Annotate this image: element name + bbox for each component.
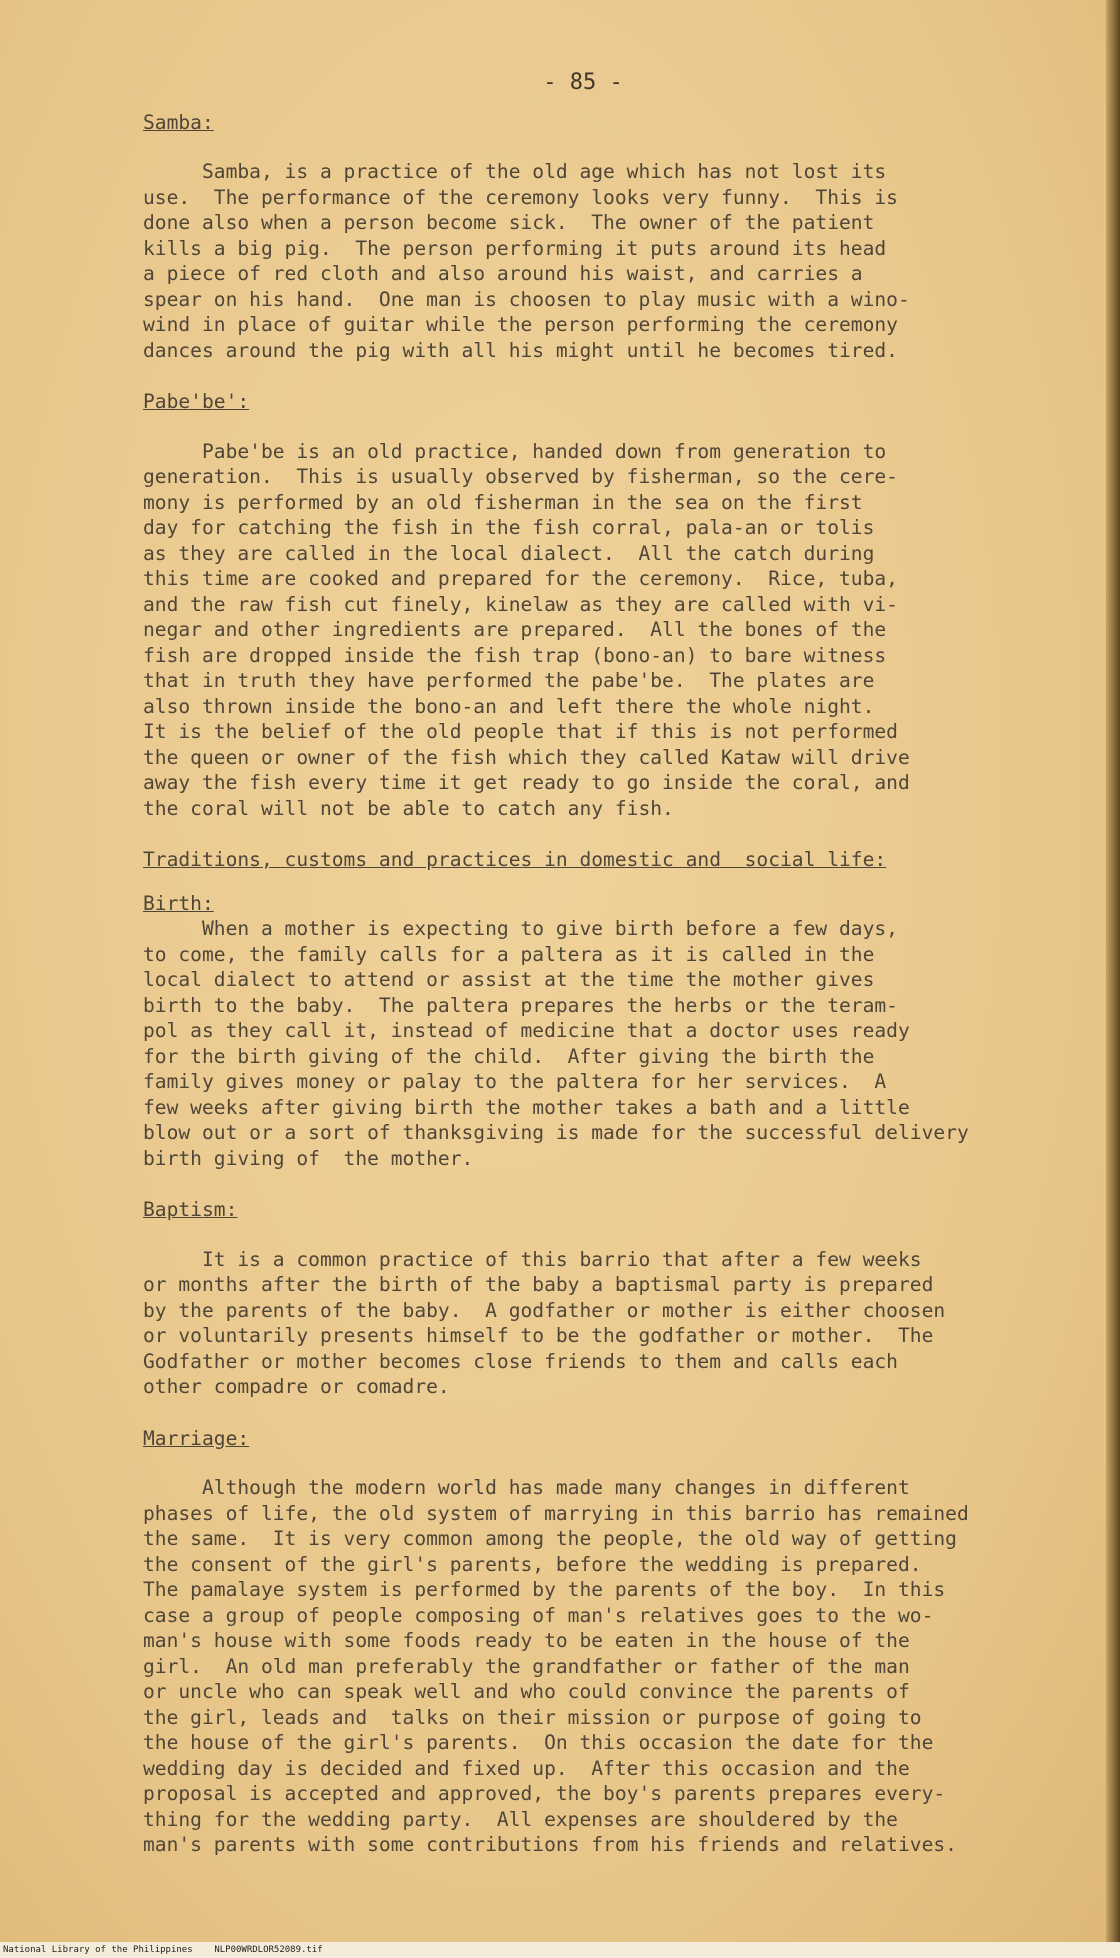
text-line: fish are dropped inside the fish trap (bono-an) to bare witness [143,643,887,667]
text-line: It is the belief of the old people that if this is not performed [143,720,898,743]
page-number: - 85 - [543,70,623,95]
section-heading: Birth: [143,891,214,915]
section-marriage [143,1426,1023,1858]
text-line: as they are called in the local dialect. All the catch during [143,541,875,565]
section-text [143,1247,1023,1400]
text-line: few weeks after giving birth the mother takes a bath and a little [143,1095,910,1119]
text-line: man's house with some foods ready to be eaten in the house of the [143,1629,910,1652]
text-line: pol as they call it, instead of medicine that a doctor uses ready [143,1019,910,1042]
text-line: local dialect to attend or assist at the time the mother gives [143,968,875,991]
text-line: and the raw fish cut finely, kinelaw as they are called with vi- [143,592,898,616]
text-line: Although the modern world has made many changes in different [143,1476,910,1499]
text-line: or months after the birth of the baby a baptismal party is prepared [143,1273,934,1296]
text-line: Samba, is a practice of the old age which has not lost its [143,160,887,183]
text-line: this time are cooked and prepared for the ceremony. Rice, tuba, [143,567,898,590]
text-line: day for catching the fish in the fish corral, pala-an or tolis [143,516,875,539]
text-line: girl. An old man preferably the grandfather or father of the man [143,1654,910,1678]
text-line: man's parents with some contributions from his friends and relatives. [143,1833,957,1856]
section-birth [143,891,1023,1172]
text-line: away the fish every time it get ready to go inside the coral, and [143,771,910,794]
text-line: other compadre or comadre. [143,1375,450,1398]
chapter-heading: Traditions, customs and practices in domestic and social life: [143,848,887,871]
text-line: the same. It is very common among the people, the old way of getting [143,1527,957,1550]
text-line: Godfather or mother becomes close friends to them and calls each [143,1349,898,1373]
text-line: spear on his hand. One man is choosen to play music with a wino- [143,287,910,311]
page-edge-shadow [1106,0,1120,1958]
text-line: kills a big pig. The person performing it puts around its head [143,236,887,260]
text-line: proposal is accepted and approved, the boy's parents prepares every- [143,1782,946,1805]
text-line: the girl, leads and talks on their mission or purpose of going to [143,1705,922,1729]
section-heading: Samba: [143,110,214,134]
text-line: by the parents of the baby. A godfather or mother is either choosen [143,1298,946,1322]
text-line: a piece of red cloth and also around his waist, and carries a [143,262,863,285]
text-line: the queen or owner of the fish which they called Kataw will drive [143,745,910,769]
text-line: It is a common practice of this barrio that after a few weeks [143,1247,922,1271]
section-text [143,1475,1023,1858]
text-line: also thrown inside the bono-an and left there the whole night. [143,694,875,718]
text-line: negar and other ingredients are prepared. All the bones of the [143,618,887,641]
text-line: blow out or a sort of thanksgiving is made for the successful delivery [143,1121,969,1144]
text-line: birth giving of the mother. [143,1146,474,1170]
text-line: wedding day is decided and fixed up. After this occasion and the [143,1756,910,1780]
text-line: family gives money or palay to the paltera for her services. A [143,1070,887,1093]
section-baptism [143,1197,1023,1400]
text-line: mony is performed by an old fisherman in the sea on the first [143,490,863,514]
text-line: generation. This is usually observed by fisherman, so the cere- [143,465,898,488]
section-pabebe [143,389,1023,821]
document-body [143,70,1023,1858]
text-line: thing for the wedding party. All expenses are shouldered by the [143,1807,898,1831]
text-line: for the birth giving of the child. After giving the birth the [143,1044,875,1068]
text-line: the consent of the girl's parents, before the wedding is prepared. [143,1552,922,1576]
text-line: birth to the baby. The paltera prepares the herbs or the teram- [143,993,898,1017]
section-text [143,439,1023,822]
text-line: The pamalaye system is performed by the parents of the boy. In this [143,1578,946,1601]
text-line: done also when a person become sick. The owner of the patient [143,211,875,234]
text-line: the house of the girl's parents. On this occasion the date for the [143,1731,934,1754]
text-line: Pabe'be is an old practice, handed down from generation to [143,439,887,463]
text-line: use. The performance of the ceremony looks very funny. This is [143,185,898,209]
text-line: the coral will not be able to catch any fish. [143,796,674,820]
text-line: to come, the family calls for a paltera as it is called in the [143,942,875,966]
text-line: that in truth they have performed the pabe'be. The plates are [143,669,875,692]
text-line: phases of life, the old system of marrying in this barrio has remained [143,1501,969,1525]
text-line: dances around the pig with all his might until he becomes tired. [143,338,898,362]
text-line: or voluntarily presents himself to be the godfather or mother. The [143,1324,934,1347]
section-text [143,159,1023,363]
section-heading: Pabe'be': [143,390,250,413]
text-line: When a mother is expecting to give birth before a few days, [143,917,898,940]
section-text [143,916,1023,1171]
section-heading: Marriage: [143,1426,250,1450]
section-heading: Baptism: [143,1198,238,1221]
text-line: case a group of people composing of man's relatives goes to the wo- [143,1603,934,1627]
archive-footer: National Library of the Philippines NLP00WRDLOR52089.tif [3,1945,323,1955]
text-line: or uncle who can speak well and who could convince the parents of [143,1680,910,1703]
text-line: wind in place of guitar while the person performing the ceremony [143,313,898,336]
section-samba [143,110,1023,364]
